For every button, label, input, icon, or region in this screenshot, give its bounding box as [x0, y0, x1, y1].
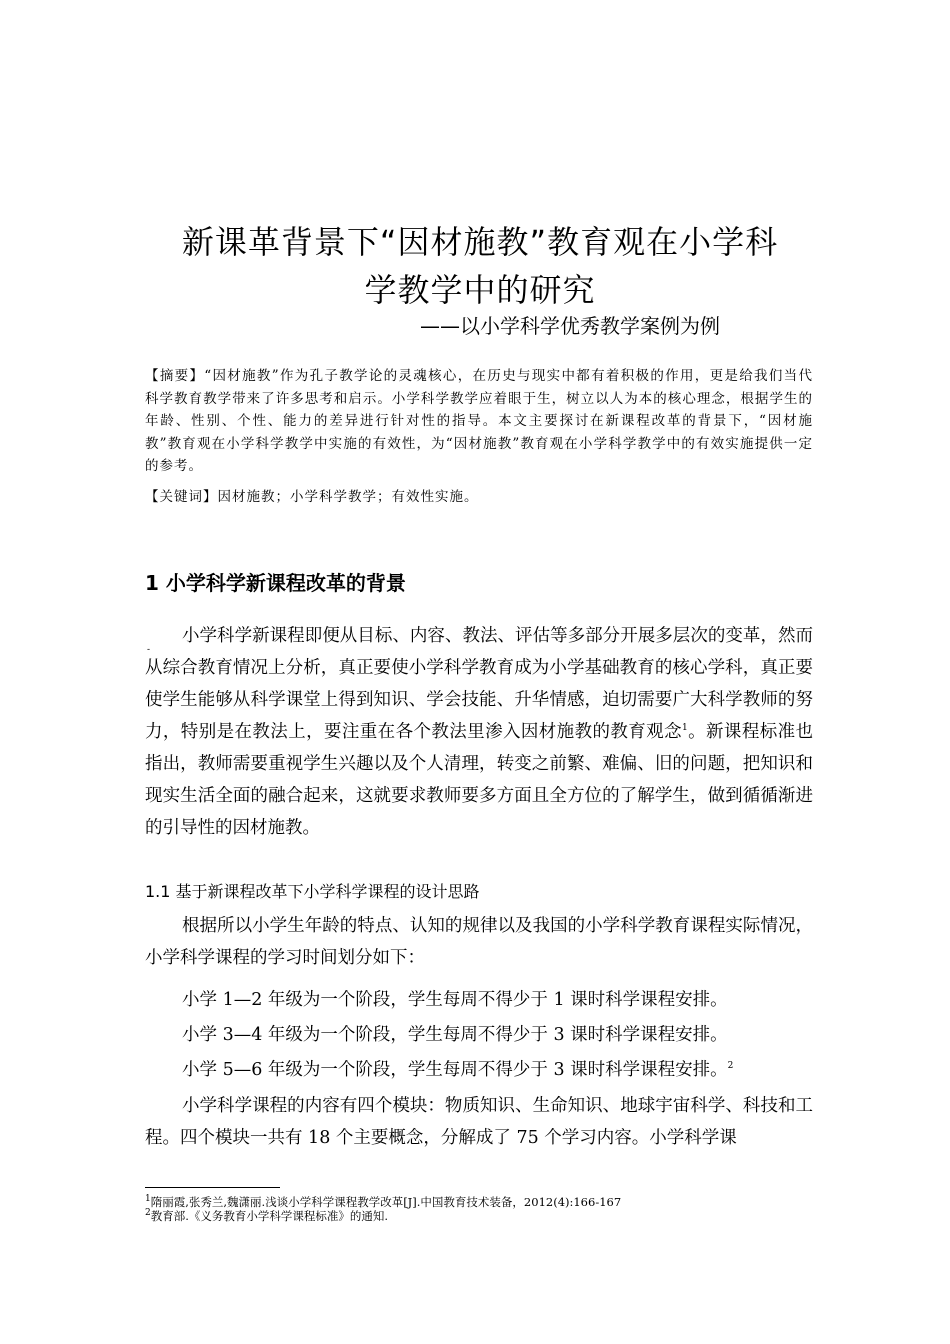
footnote-1	[145, 1195, 845, 1209]
footnotes	[145, 1195, 845, 1223]
grade-line-3	[182, 1055, 733, 1085]
paragraph-1	[145, 620, 813, 844]
stray-mark: -	[147, 645, 151, 655]
paragraph-1-text-b: 。新课程标准也指出，教师需要重视学生兴趣以及个人清理，转变之前繁、难偏、旧的问题，把知识和现实生活全面的融合起来，这就要求教师要多方面且全方位的了解学生，做到循循渐进的引导性的因材施教。	[145, 722, 814, 838]
footnote-2-number: 2	[145, 1208, 151, 1219]
subsection-heading-1-1: 1.1 基于新课程改革下小学科学课程的设计思路	[145, 882, 480, 901]
keywords	[145, 486, 813, 508]
section-heading-1: 1 小学科学新课程改革的背景	[145, 571, 406, 595]
footnote-ref-1[interactable]: 1	[681, 723, 688, 734]
footnote-2	[145, 1209, 845, 1223]
grade-line-3-text: 小学 5—6 年级为一个阶段，学生每周不得少于 3 课时科学课程安排。	[182, 1060, 728, 1080]
paper-title	[100, 218, 860, 314]
footnote-ref-2[interactable]: 2	[727, 1061, 734, 1072]
paragraph-1-text-a: 小学科学新课程即便从目标、内容、教法、评估等多部分开展多层次的变革，然而从综合教育情况上分析，真正要使小学科学教育成为小学基础教育的核心学科，真正要使学生能够从科学课堂上得到知识、学会技能、升华情感，迫切需要广大科学教师的努力，特别是在教法上，要注重在各个教法里渗入因材施教的教育观念	[145, 626, 813, 742]
title-line-1: 新课革背景下“因材施教”教育观在小学科	[181, 223, 779, 261]
grade-line-2: 小学 3—4 年级为一个阶段，学生每周不得少于 3 课时科学课程安排。	[182, 1025, 728, 1045]
footnote-1-number: 1	[145, 1194, 151, 1205]
abstract-text: “因材施教”作为孔子教学论的灵魂核心，在历史与现实中都有着积极的作用，更是给我们当代科学教育教学带来了许多思考和启示。小学科学教学应着眼于生，树立以人为本的核心理念，根据学生的年龄、性别、个性、能力的差异进行针对性的指导。本文主要探讨在新课程改革的背景下，“因材施教”教育观在小学科学教学中实施的有效性，为“因材施教”教育观在小学科学教学中的有效实施提供一定的参考。	[145, 368, 813, 474]
title-line-2: 学教学中的研究	[364, 271, 596, 309]
paragraph-2: 根据所以小学生年龄的特点、认知的规律以及我国的小学科学教育课程实际情况，小学科学课程的学习时间划分如下：	[145, 916, 813, 968]
abstract	[145, 365, 813, 478]
keywords-label: 【关键词】	[145, 489, 218, 505]
footnote-1-text: 隋丽霞,张秀兰,魏潇丽.浅谈小学科学课程教学改革[J].中国教育技术装备，2012(4):166-167	[150, 1195, 622, 1209]
keywords-text: 因材施教；小学科学教学；有效性实施。	[217, 489, 479, 505]
footnote-2-text: 教育部.《义务教育小学科学课程标准》的通知.	[150, 1209, 389, 1223]
footnote-divider	[145, 1187, 280, 1188]
paper-subtitle: ——以小学科学优秀教学案例为例	[420, 314, 720, 338]
grade-line-1: 小学 1—2 年级为一个阶段，学生每周不得少于 1 课时科学课程安排。	[182, 990, 728, 1010]
abstract-label: 【摘要】	[145, 368, 205, 384]
paragraph-3: 小学科学课程的内容有四个模块：物质知识、生命知识、地球宇宙科学、科技和工程。四个模块一共有 18 个主要概念，分解成了 75 个学习内容。小学科学课	[145, 1096, 813, 1148]
